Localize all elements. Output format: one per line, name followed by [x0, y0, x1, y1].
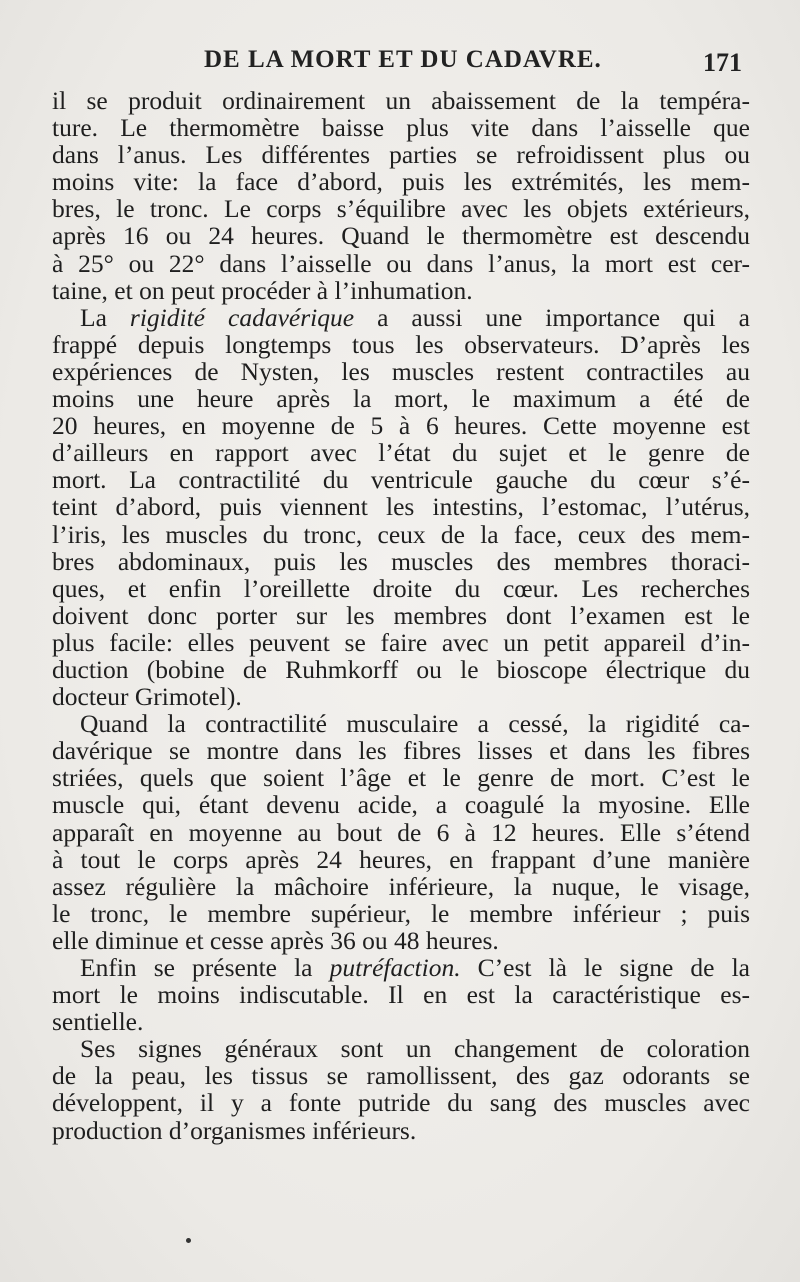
text-line: moins vite: la face d’abord, puis les extrémités, les mem-: [52, 167, 750, 197]
line-lead: La: [80, 302, 130, 332]
text-line: bres, le tronc. Le corps s’équilibre avec les objets extérieurs,: [52, 194, 750, 224]
text-line: après 16 ou 24 heures. Quand le thermomètre est descendu: [52, 221, 750, 251]
text-line: muscle qui, étant devenu acide, a coagulé la myosine. Elle: [52, 790, 750, 820]
text-line: plus facile: elles peuvent se faire avec un petit appareil d’in-: [52, 627, 750, 657]
text-line: taine, et on peut procéder à l’inhumation.: [52, 275, 473, 305]
text-line: mort. La contractilité du ventricule gauche du cœur s’é-: [52, 465, 750, 495]
text-line: sentielle.: [52, 1007, 144, 1037]
text-line: à 25° ou 22° dans l’aisselle ou dans l’anus, la mort est cer-: [52, 248, 750, 278]
text-line: davérique se montre dans les fibres lisses et dans les fibres: [52, 736, 750, 766]
line-lead: Enfin se présente la: [80, 953, 330, 982]
text-line: teint d’abord, puis viennent les intestins, l’estomac, l’utérus,: [52, 492, 750, 522]
body-text: [52, 87, 750, 1144]
text-line: mort le moins indiscutable. Il en est la caractéristique es-: [52, 980, 750, 1010]
text-line: elle diminue et cesse après 36 ou 48 heures.: [52, 925, 499, 955]
paragraph: [52, 304, 750, 710]
running-head: [0, 42, 800, 82]
italic-term: rigidité cadavérique: [129, 302, 355, 332]
text-line: de la peau, les tissus se ramollissent, des gaz odorants se: [52, 1061, 750, 1091]
text-line: bres abdominaux, puis les muscles des membres thoraci-: [52, 546, 750, 576]
text-line: 20 heures, en moyenne de 5 à 6 heures. Cette moyenne est: [52, 411, 750, 441]
text-line: moins une heure après la mort, le maximum a été de: [52, 384, 750, 414]
running-title: DE LA MORT ET DU CADAVRE.: [204, 46, 602, 73]
text-line: dans l’anus. Les différentes parties se refroidissent plus ou: [52, 140, 750, 170]
text-line: il se produit ordinairement un abaissement de la tempéra-: [52, 86, 750, 115]
italic-term: putréfaction.: [329, 953, 461, 982]
text-line: production d’organismes inférieurs.: [52, 1115, 417, 1145]
line-rest: a aussi une importance qui a: [354, 302, 750, 332]
text-line: apparaît en moyenne au bout de 6 à 12 heures. Elle s’étend: [52, 817, 750, 847]
text-line: expériences de Nysten, les muscles restent contractiles au: [52, 356, 750, 386]
text-line: à tout le corps après 24 heures, en frappant d’une manière: [52, 844, 750, 874]
text-line: ture. Le thermomètre baisse plus vite dans l’aisselle que: [52, 113, 750, 143]
text-line: Ses signes généraux sont un changement de coloration: [80, 1034, 750, 1064]
page-number: 171: [703, 48, 742, 77]
text-line: développent, il y a fonte putride du sang des muscles avec: [52, 1088, 750, 1118]
text-line: [52, 304, 750, 331]
paragraph: [52, 710, 750, 954]
text-line: Quand la contractilité musculaire a cessé, la rigidité ca-: [80, 709, 750, 739]
text-line: striées, quels que soient l’âge et le genre de mort. C’est le: [52, 763, 750, 793]
paragraph: [52, 954, 750, 1035]
text-line: docteur Grimotel).: [52, 682, 242, 712]
text-line: ques, et enfin l’oreillette droite du cœur. Les recherches: [52, 573, 750, 603]
text-line: [52, 954, 750, 981]
text-line: d’ailleurs en rapport avec l’état du sujet et le genre de: [52, 438, 750, 468]
paragraph: [52, 1035, 750, 1143]
text-line: le tronc, le membre supérieur, le membre inférieur ; puis: [52, 898, 750, 928]
ink-speck: [186, 1238, 191, 1243]
text-line: duction (bobine de Ruhmkorff ou le bioscope électrique du: [52, 654, 750, 684]
text-line: l’iris, les muscles du tronc, ceux de la face, ceux des mem-: [52, 519, 750, 549]
text-line: assez régulière la mâchoire inférieure, la nuque, le visage,: [52, 871, 750, 901]
paragraph: [52, 87, 750, 304]
text-line: frappé depuis longtemps tous les observateurs. D’après les: [52, 329, 750, 359]
line-rest: C’est là le signe de la: [460, 953, 750, 982]
text-line: doivent donc porter sur les membres dont l’examen est le: [52, 600, 750, 630]
